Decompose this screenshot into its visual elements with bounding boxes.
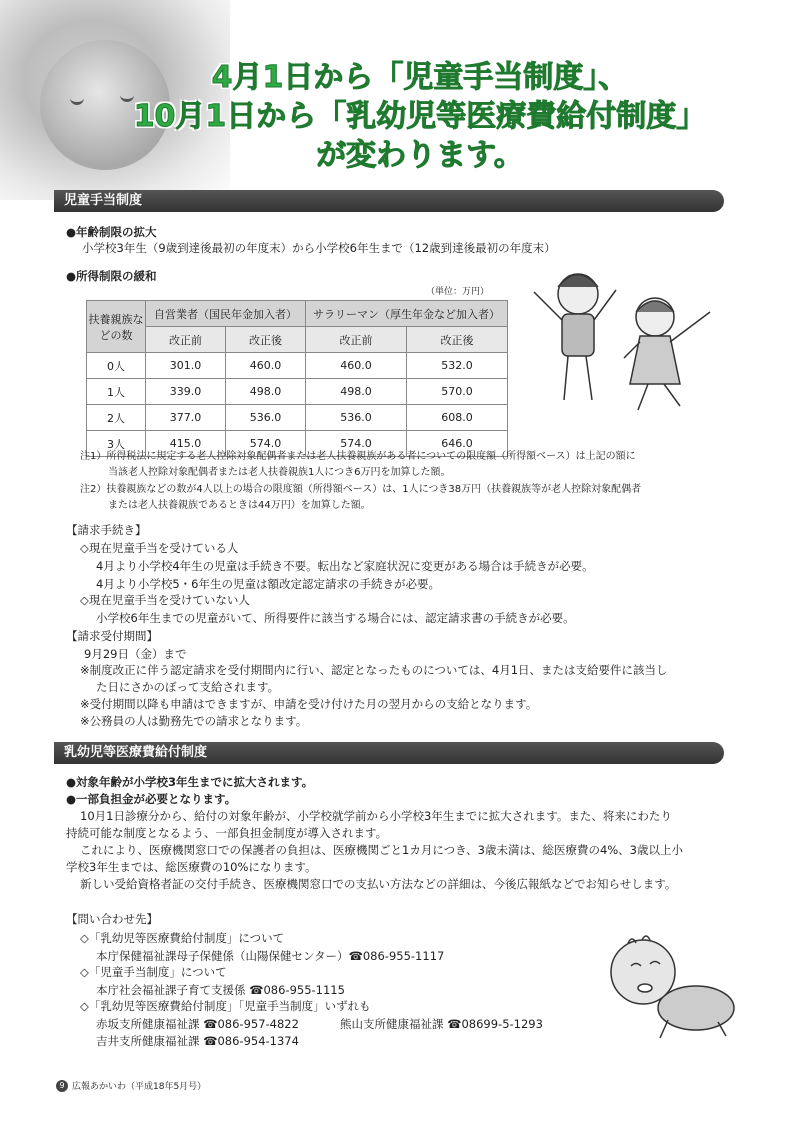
- contact-kumayama: 熊山支所健康福祉課 ☎08699-5-1293: [340, 1017, 543, 1031]
- section-bar-infant-medical: 乳幼児等医療費給付制度: [54, 742, 724, 764]
- note-1-cont: 当該老人控除対象配偶者または老人扶養親族1人につき6万円を加算した額。: [108, 467, 451, 478]
- table-cell: 574.0: [306, 431, 407, 457]
- table-row: [87, 353, 508, 379]
- table-header-self-employed: 自営業者（国民年金加入者）: [146, 301, 306, 327]
- infant-para-3: 新しい受給資格者証の交付手続き、医療機関窓口での支払い方法などの詳細は、今後広報紙などでお知らせします。: [80, 877, 677, 891]
- table-cell: 1人: [87, 379, 146, 405]
- table-cell: 377.0: [146, 405, 226, 431]
- period-note-2: ※受付期間以降も申請はできますが、申請を受け付けた月の翌月からの支給となります。: [80, 697, 538, 711]
- period-note-3: ※公務員の人は勤務先での請求となります。: [80, 714, 308, 728]
- table-cell: 0人: [87, 353, 146, 379]
- table-row: [87, 379, 508, 405]
- table-subheader: 改正前: [146, 327, 226, 353]
- unit-label: （単位：万円）: [426, 287, 490, 297]
- note-1: 注1）所得税法に規定する老人控除対象配偶者または老人扶養親族がある者についての限度額（所得額ベース）は上記の額に: [80, 451, 636, 462]
- table-cell: 532.0: [407, 353, 508, 379]
- table-cell: 415.0: [146, 431, 226, 457]
- table-header-dependents: 扶養親族などの数: [87, 301, 146, 353]
- contact-1: ◇「乳幼児等医療費給付制度」について: [80, 931, 285, 945]
- table-cell: 301.0: [146, 353, 226, 379]
- contact-3: ◇「乳幼児等医療費給付制度」「児童手当制度」いずれも: [80, 999, 371, 1013]
- note-2: 注2）扶養親族などの数が4人以上の場合の限度額（所得額ベース）は、1人につき38万円（扶養親族等が老人控除対象配偶者: [80, 484, 642, 495]
- procedure-1: ◇現在児童手当を受けている人: [80, 541, 239, 555]
- contact-akasaka: 赤坂支所健康福祉課 ☎086-957-4822: [96, 1017, 299, 1031]
- baby-illustration: [598, 930, 738, 1040]
- table-header-salaried: サラリーマン（厚生年金など加入者）: [306, 301, 508, 327]
- headline-line2: 10月1日から「乳幼児等医療費給付制度」: [133, 99, 707, 134]
- table-cell: 498.0: [226, 379, 306, 405]
- headline: [110, 58, 730, 175]
- table-cell: 608.0: [407, 405, 508, 431]
- children-illustration: [520, 262, 720, 412]
- period-heading: 【請求受付期間】: [66, 629, 158, 643]
- contact-yoshii: 吉井支所健康福祉課 ☎086-954-1374: [96, 1034, 299, 1048]
- income-limit-heading: ●所得制限の緩和: [66, 269, 157, 283]
- age-limit-heading: ●年齢制限の拡大: [66, 225, 157, 239]
- infant-para-1: 10月1日診療分から、給付の対象年齢が、小学校就学前から小学校3年生までに拡大されます。また、将来にわたり: [80, 809, 672, 823]
- table-subheader: 改正後: [226, 327, 306, 353]
- procedure-2: ◇現在児童手当を受けていない人: [80, 593, 250, 607]
- contact-heading: 【問い合わせ先】: [66, 912, 158, 926]
- procedure-1b: 4月より小学校5・6年生の児童は額改定認定請求の手続きが必要。: [96, 577, 440, 591]
- period-note-1: ※制度改正に伴う認定請求を受付期間内に行い、認定となったものについては、4月1日、または支給要件に該当し: [80, 663, 668, 677]
- table-cell: 536.0: [306, 405, 407, 431]
- headline-line1: 4月1日から「児童手当制度」、: [211, 60, 629, 95]
- table-cell: 2人: [87, 405, 146, 431]
- procedure-heading: 【請求手続き】: [66, 523, 147, 537]
- footer-text: 広報あかいわ（平成18年5月号）: [72, 1082, 207, 1092]
- income-limit-table: [86, 300, 508, 457]
- contact-2-phone: 本庁社会福祉課子育て支援係 ☎086-955-1115: [96, 983, 345, 997]
- infant-heading-2: ●一部負担金が必要となります。: [66, 792, 237, 806]
- infant-para-1-cont: 持続可能な制度となるよう、一部負担金制度が導入されます。: [66, 826, 388, 840]
- table-cell: 3人: [87, 431, 146, 457]
- infant-heading-1: ●対象年齢が小学校3年生までに拡大されます。: [66, 775, 314, 789]
- table-cell: 498.0: [306, 379, 407, 405]
- section-bar-child-allowance: 児童手当制度: [54, 190, 724, 212]
- headline-line3: が変わります。: [316, 138, 524, 173]
- page-footer: [56, 1079, 206, 1092]
- page-number: 9: [56, 1080, 68, 1092]
- table-cell: 570.0: [407, 379, 508, 405]
- eye-left: [70, 95, 84, 105]
- table-cell: 460.0: [306, 353, 407, 379]
- infant-para-2: これにより、医療機関窓口での保護者の負担は、医療機関ごと1カ月につき、3歳未満は、総医療費の4%、3歳以上小: [80, 843, 683, 857]
- period-note-1-cont: た日にさかのぼって支給されます。: [96, 680, 280, 694]
- infant-para-2-cont: 学校3年生までは、総医療費の10%になります。: [66, 860, 317, 874]
- note-2-cont: または老人扶養親族であるときは44万円）を加算した額。: [108, 500, 371, 511]
- table-cell: 339.0: [146, 379, 226, 405]
- procedure-1a: 4月より小学校4年生の児童は手続き不要。転出など家庭状況に変更がある場合は手続きが必要。: [96, 559, 594, 573]
- table-cell: 536.0: [226, 405, 306, 431]
- table-cell: 646.0: [407, 431, 508, 457]
- table-cell: 460.0: [226, 353, 306, 379]
- contact-1-phone: 本庁保健福祉課母子保健係（山陽保健センター）☎086-955-1117: [96, 949, 445, 963]
- table-cell: 574.0: [226, 431, 306, 457]
- table-subheader: 改正前: [306, 327, 407, 353]
- period-date: 9月29日（金）まで: [84, 647, 187, 661]
- table-subheader: 改正後: [407, 327, 508, 353]
- contact-2: ◇「児童手当制度」について: [80, 965, 227, 979]
- age-limit-text: 小学校3年生（9歳到達後最初の年度末）から小学校6年生まで（12歳到達後最初の年度末）: [82, 241, 556, 255]
- table-row: [87, 405, 508, 431]
- procedure-2a: 小学校6年生までの児童がいて、所得要件に該当する場合には、認定請求書の手続きが必要。: [96, 611, 575, 625]
